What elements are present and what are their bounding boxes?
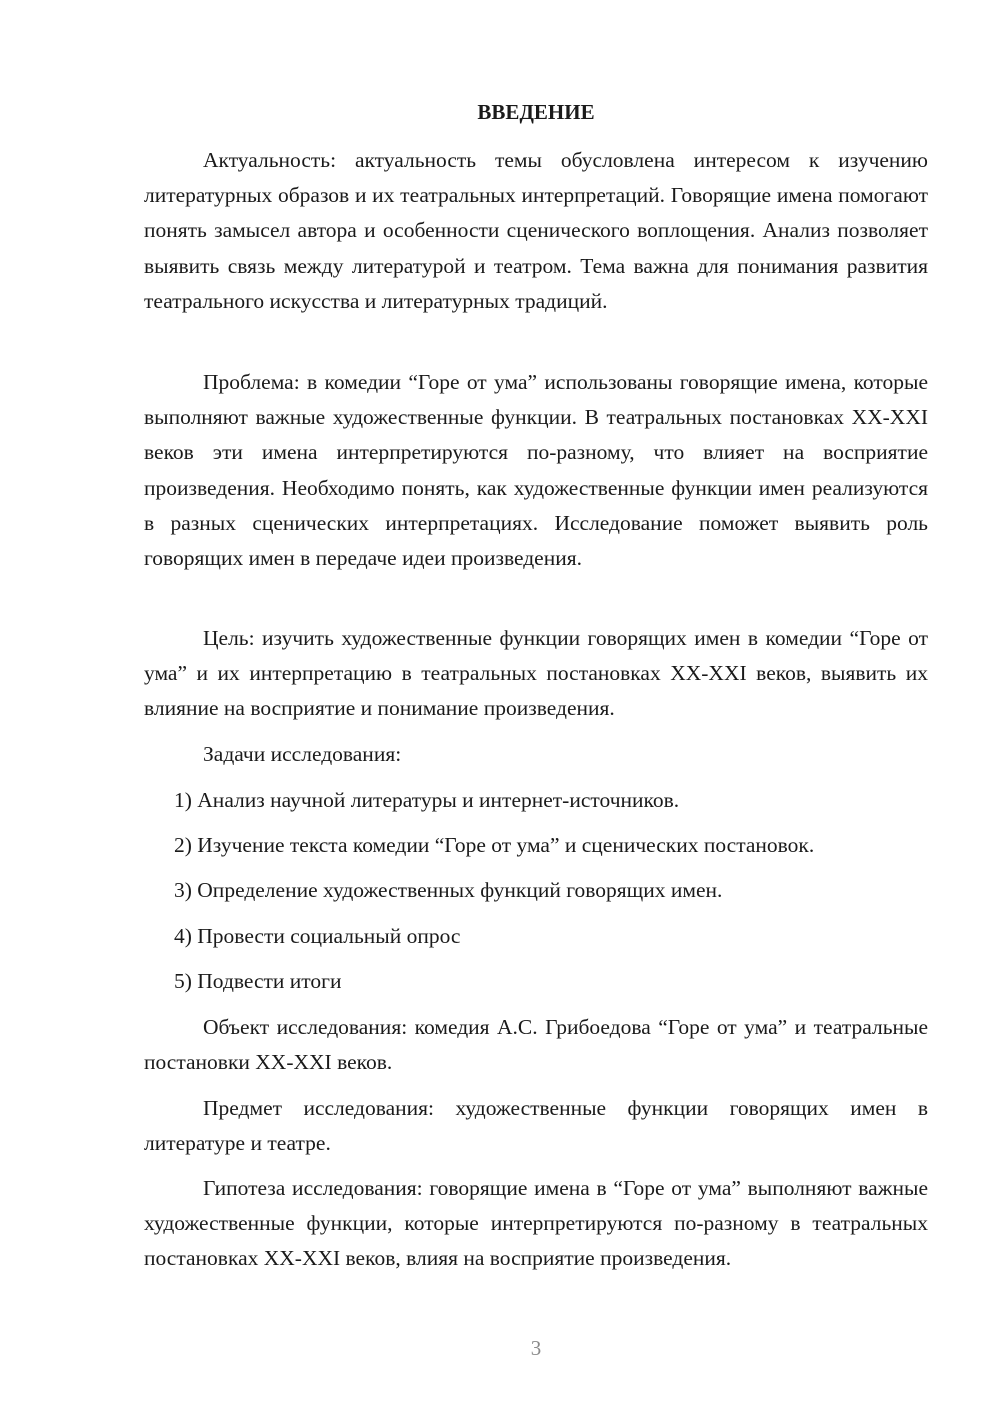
- paragraph-relevance: Актуальность: актуальность темы обусловлена интересом к изучению литературных образов и их театральных интерпретаций. Говорящие имена помогают понять замысел автора и особенности сценического воплощения. Анализ позволяет выявить связь между литературой и театром. Тема важна для понимания развития театрального искусства и литературных традиций.: [144, 148, 928, 313]
- task-item: 5) Подвести итоги: [174, 969, 342, 993]
- paragraph-goal: Цель: изучить художественные функции говорящих имен в комедии “Горе от ума” и их интерпретацию в театральных постановках XX-XXI веков, выявить их влияние на восприятие и понимание произведения.: [144, 626, 928, 721]
- task-item: 2) Изучение текста комедии “Горе от ума” и сценических постановок.: [174, 833, 815, 857]
- task-item: 3) Определение художественных функций говорящих имен.: [174, 878, 723, 902]
- paragraph-problem: Проблема: в комедии “Горе от ума” использованы говорящие имена, которые выполняют важные художественные функции. В театральных постановках XX-XXI веков эти имена интерпретируются по-разному, что влияет на восприятие произведения. Необходимо понять, как художественные функции имен реализуются в разных сценических интерпретациях. Исследование поможет выявить роль говорящих имен в передаче идеи произведения.: [144, 370, 928, 571]
- paragraph-hypothesis: Гипотеза исследования: говорящие имена в “Горе от ума” выполняют важные художественные функции, которые интерпретируются по-разному в театральных постановках XX-XXI веков, влияя на восприятие произведения.: [144, 1176, 928, 1271]
- task-item: 4) Провести социальный опрос: [174, 924, 461, 948]
- page-number: 3: [530, 1336, 542, 1360]
- section-title: ВВЕДЕНИЕ: [477, 100, 595, 124]
- paragraph-subject: Предмет исследования: художественные функции говорящих имен в литературе и театре.: [144, 1096, 928, 1156]
- paragraph-object: Объект исследования: комедия А.С. Грибоедова “Горе от ума” и театральные постановки XX-XXI веков.: [144, 1015, 928, 1075]
- tasks-heading: Задачи исследования:: [203, 742, 402, 766]
- task-item: 1) Анализ научной литературы и интернет-источников.: [174, 788, 680, 812]
